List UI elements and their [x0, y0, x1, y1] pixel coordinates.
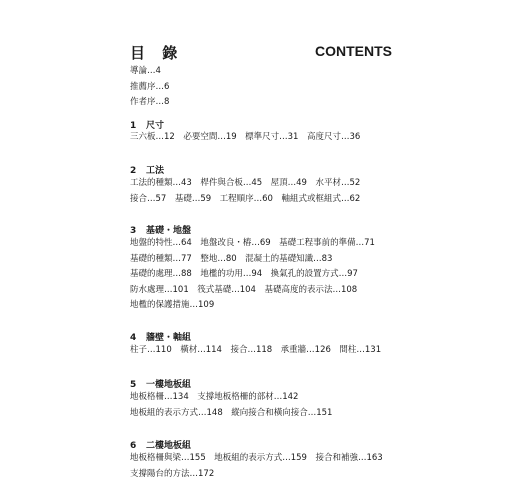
toc-title-english: CONTENTS: [315, 43, 392, 59]
section-4-heading: [130, 330, 191, 343]
section-6-heading: [130, 438, 191, 451]
section-number: 6: [130, 441, 137, 451]
toc-title-chinese: 目 錄: [130, 44, 184, 62]
section-1-entries: [130, 130, 360, 146]
section-number: 4: [130, 333, 137, 343]
section-4-entries: [130, 343, 381, 359]
toc-entry-foreword: 推薦序…6: [130, 81, 170, 92]
section-title: 基礎・地盤: [146, 226, 192, 236]
section-number: 5: [130, 380, 137, 390]
section-title: 工法: [146, 166, 165, 176]
toc-line: 工法的種類…43 桿件與合板…45 屋頂…49 水平材…52: [130, 178, 361, 188]
section-6-entries: [130, 451, 383, 482]
section-title: 二樓地板組: [146, 441, 192, 451]
section-title: 尺寸: [146, 121, 165, 131]
toc-line: 防水處理…101 筏式基礎…104 基礎高度的表示法…108: [130, 284, 358, 295]
section-title: 牆壁・軸組: [146, 333, 192, 343]
section-number: 1: [130, 121, 137, 131]
toc-line: 地檻的保護措施…109: [130, 300, 215, 310]
toc-line: 地板格柵與梁…155 地板組的表示方式…159 接合和補強…163: [130, 453, 383, 463]
toc-line: 三六板…12 必要空間…19 標準尺寸…31 高度尺寸…36: [130, 132, 361, 142]
toc-line: 接合…57 基礎…59 工程順序…60 軸組式或框組式…62: [130, 193, 361, 204]
toc-header: [130, 42, 392, 64]
toc-line: 支撐陽台的方法…172: [130, 468, 215, 479]
section-5-entries: [130, 390, 332, 421]
section-title: 一樓地板組: [146, 380, 192, 390]
section-3-heading: [130, 223, 191, 236]
toc-line: 地板組的表示方式…148 縱向接合和橫向接合…151: [130, 407, 333, 418]
toc-entry-intro: 導論…4: [130, 66, 161, 76]
prelims-list: [130, 64, 169, 111]
toc-line: 基礎的處理…88 地檻的功用…94 換氣孔的設置方式…97: [130, 269, 358, 279]
toc-line: 地盤的特性…64 地盤改良・樁…69 基礎工程事前的準備…71: [130, 238, 375, 248]
toc-line: 地板格柵…134 支撐地板格柵的部材…142: [130, 392, 299, 402]
section-3-entries: [130, 236, 375, 314]
section-2-heading: [130, 163, 164, 176]
toc-line: 基礎的種類…77 整地…80 混凝土的基礎知識…83: [130, 253, 333, 264]
section-number: 3: [130, 226, 137, 236]
section-2-entries: [130, 176, 360, 207]
toc-entry-preface: 作者序…8: [130, 97, 170, 107]
section-number: 2: [130, 166, 137, 176]
toc-line: 柱子…110 橫材…114 接合…118 承重牆…126 間柱…131: [130, 345, 382, 355]
section-5-heading: [130, 377, 191, 390]
